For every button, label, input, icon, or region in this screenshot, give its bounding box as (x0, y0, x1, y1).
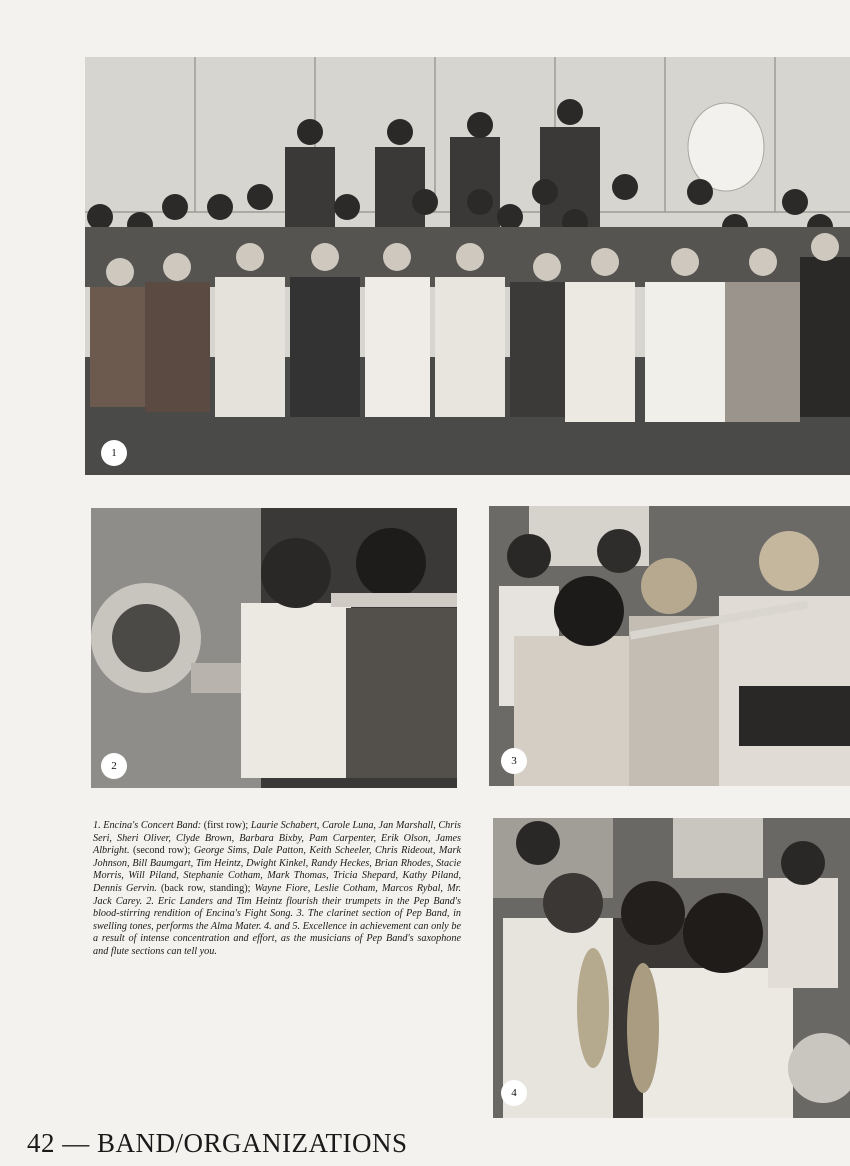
photo-number-badge: 1 (101, 440, 127, 466)
photo-number-badge: 4 (501, 1080, 527, 1106)
photo-number-badge: 2 (101, 753, 127, 779)
photo-number-badge: 3 (501, 748, 527, 774)
caption-back-row-and-descriptions: Wayne Fiore, Leslie Cotham, Marcos Rybal, Mr. Jack Carey. 2. Eric Landers and Tim Heintz flourish their trumpets in the Pep Band's blood-stirring rendition of Encina's Fight Song. 3. The clarinet section of Pep Band, in swelling tones, performs the Alma Mater. 4. and 5. Excellence in achievement can only be a result of intense concentration and effort, as the musicians of Pep Band's saxophone and flute sections can tell you. (93, 882, 461, 957)
caption-first-row-names: Laurie Schabert, Carole Luna, Jan Marshall, Chris Seri, Sheri Oliver, Clyde Brown, Barbara Bixby, Pam Carpenter, Erik Olson, James Albright. (93, 820, 462, 857)
caption-concert-band-title: 1. Encina's Concert Band: (93, 820, 202, 831)
footer-dash: — (55, 1128, 97, 1158)
clarinet-section-photo (489, 506, 850, 786)
section-title: BAND/ORGANIZATIONS (97, 1128, 408, 1158)
caption-back-row-label: (back row, standing); (156, 882, 255, 894)
trumpet-players-photo (91, 508, 457, 788)
concert-band-group-photo (85, 57, 850, 475)
caption-second-row-label: (second row); (129, 845, 194, 857)
page-footer (27, 1128, 408, 1159)
saxophone-section-photo (493, 818, 850, 1118)
photo-caption (93, 820, 461, 959)
caption-first-row-label: (first row); (201, 820, 251, 831)
caption-second-row-names: George Sims, Dale Patton, Keith Scheeler, Chris Rideout, Mark Johnson, Bill Baumgart, Tim Heintz, Dwight Kinkel, Randy Heckes, Brian Rhodes, Stacie Morris, Will Piland, Stephanie Cotham, Mark Thomas, Tricia Shepard, Kathy Piland, Dennis Gervin. (93, 845, 461, 894)
page-number: 42 (27, 1128, 55, 1158)
